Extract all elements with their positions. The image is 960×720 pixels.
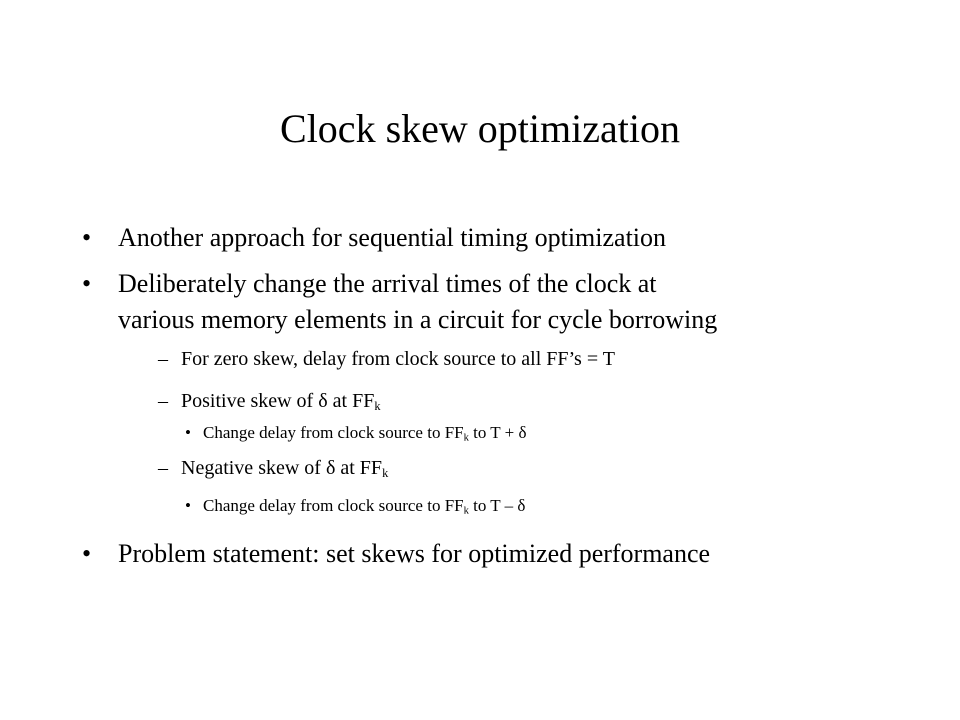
subscript: k (382, 466, 389, 481)
slide-title: Clock skew optimization (280, 106, 680, 151)
detail-negative-skew (203, 495, 525, 517)
bullet-text: Another approach for sequential timing optimization (118, 223, 667, 252)
detail-positive-skew (203, 422, 526, 444)
detail-text: Change delay from clock source to FF (203, 496, 464, 515)
bullet-marker: • (82, 269, 92, 298)
sub-bullet-zero-skew: For zero skew, delay from clock source to all FF’s = T (181, 348, 615, 370)
bullet-text: Problem statement: set skews for optimized performance (118, 539, 711, 568)
subscript: k (374, 399, 381, 414)
dash-marker: – (158, 390, 168, 412)
bullet-text-line-2: various memory elements in a circuit for cycle borrowing (118, 305, 718, 334)
bullet-marker-small: • (185, 496, 191, 515)
detail-text-suffix: to T – δ (468, 496, 526, 515)
bullet-marker: • (82, 539, 92, 568)
dash-marker: – (158, 348, 168, 370)
sub-bullet-text: Positive skew of δ at FF (181, 390, 375, 412)
subscript: k (463, 432, 469, 444)
detail-text-suffix: to T + δ (468, 423, 527, 442)
bullet-marker: • (82, 223, 92, 252)
bullet-text-line-1: Deliberately change the arrival times of the clock at (118, 269, 657, 298)
dash-marker: – (158, 457, 168, 479)
detail-text: Change delay from clock source to FF (203, 423, 464, 442)
sub-bullet-positive-skew (181, 388, 381, 414)
sub-bullet-text: Negative skew of δ at FF (181, 457, 383, 479)
bullet-marker-small: • (185, 423, 191, 442)
sub-bullet-negative-skew (181, 455, 388, 481)
subscript: k (463, 505, 469, 517)
